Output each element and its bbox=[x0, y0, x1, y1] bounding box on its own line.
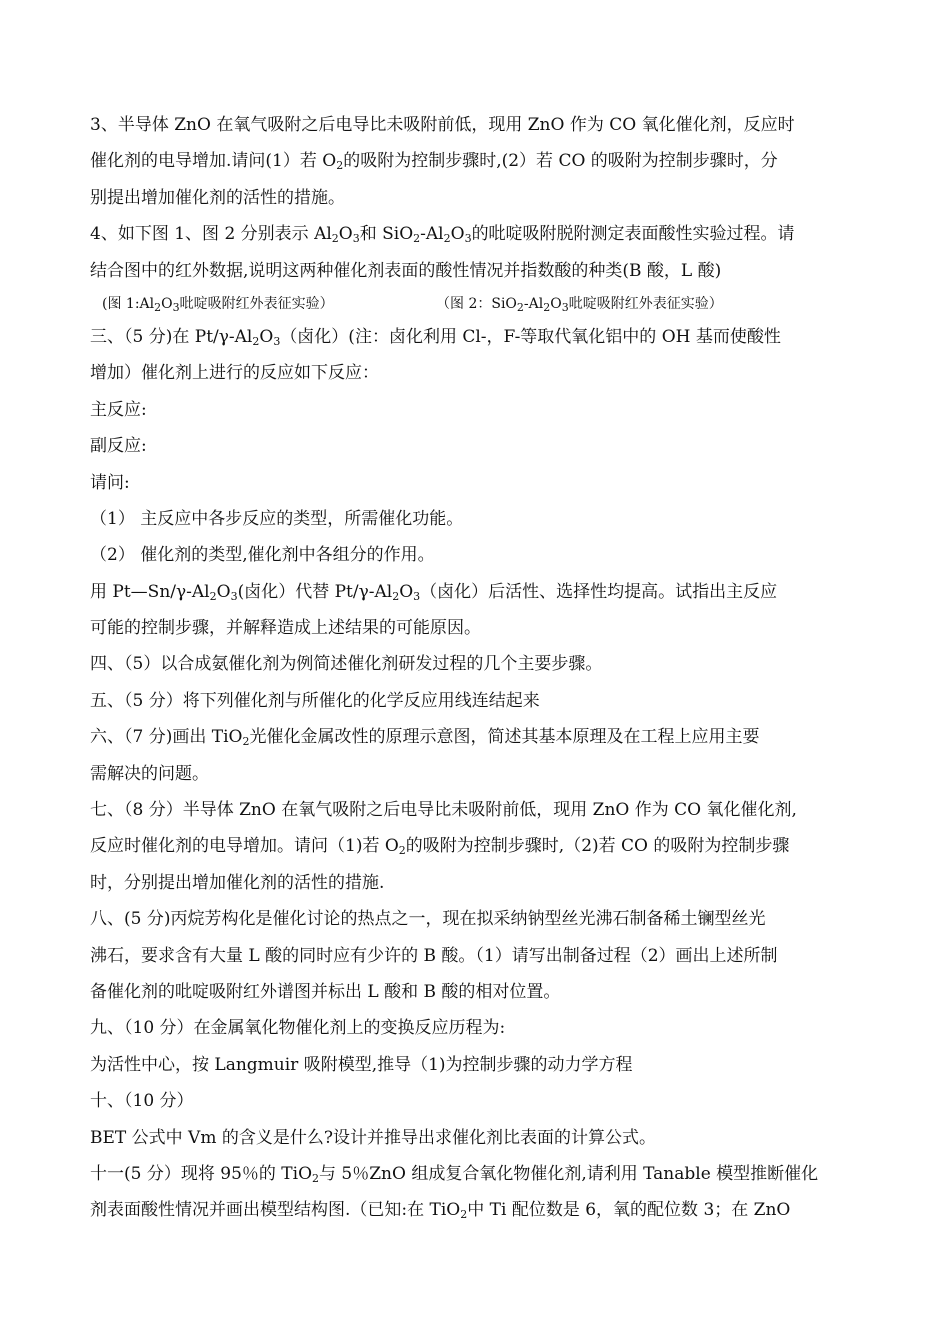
text-line: 用 $Pt—Sn/\gamma-Al_2O_3$(卤化）代替 $Pt/\gamma-Al_2O_3$（卤化）后活性、选择性均提高。试指出主反应 bbox=[90, 581, 778, 603]
text-line: 四、（5）以合成氨催化剂为例简述催化剂研发过程的几个主要步骤。 bbox=[90, 654, 603, 675]
figure-2-caption: （图 2：$SiO_2-Al_2O_3$吡啶吸附红外表征实验） bbox=[436, 295, 723, 314]
text-line: 为活性中心，按 Langmuir 吸附模型,推导（1)为控制步骤的动力学方程 bbox=[90, 1054, 633, 1075]
text-line: 催化剂的电导增加.请问(1）若 $O_2$的吸附为控制步骤时,(2）若 CO 的吸附为控制步骤时，分 bbox=[90, 151, 778, 173]
text-line: 反应时催化剂的电导增加。请问（1)若 $O_2$的吸附为控制步骤时,（2)若 CO 的吸附为控制步骤 bbox=[90, 836, 790, 858]
text-line: 时，分别提出增加催化剂的活性的措施. bbox=[90, 872, 385, 893]
text-line: 十、（10 分） bbox=[90, 1091, 194, 1112]
figure-1-caption: (图 $1:Al_2O_3$吡啶吸附红外表征实验） bbox=[102, 295, 334, 314]
text-line: 五、（5 分）将下列催化剂与所催化的化学反应用线连结起来 bbox=[90, 690, 540, 711]
text-line: 请问: bbox=[90, 472, 130, 493]
text-line: BET 公式中 Vm 的含义是什么?设计并推导出求催化剂比表面的计算公式。 bbox=[90, 1127, 656, 1148]
text-line: （2） 催化剂的类型,催化剂中各组分的作用。 bbox=[90, 545, 435, 566]
text-line: 六、（7 分)画出 TiO$_2$光催化金属改性的原理示意图，简述其基本原理及在工程上应用主要 bbox=[90, 727, 760, 749]
text-line: 增加）催化剂上进行的反应如下反应： bbox=[90, 363, 379, 384]
text-line: 三、（5 分)在 $Pt/\gamma-Al_2O_3$（卤化）(注：卤化利用 Cl-，F-等取代氧化铝中的 OH 基而使酸性 bbox=[90, 326, 781, 348]
text-line: 别提出增加催化剂的活性的措施。 bbox=[90, 187, 345, 208]
text-line: 3、半导体 ZnO 在氧气吸附之后电导比未吸附前低，现用 ZnO 作为 CO 氧化催化剂，反应时 bbox=[90, 115, 795, 135]
text-line: 可能的控制步骤，并解释造成上述结果的可能原因。 bbox=[90, 618, 481, 639]
document-body bbox=[90, 107, 865, 1229]
text-line: 九、（10 分）在金属氧化物催化剂上的变换反应历程为: bbox=[90, 1018, 506, 1039]
text-line: 需解决的问题。 bbox=[90, 763, 209, 784]
text-line: 备催化剂的吡啶吸附红外谱图并标出 L 酸和 B 酸的相对位置。 bbox=[90, 981, 561, 1002]
text-line: 沸石，要求含有大量 L 酸的同时应有少许的 B 酸。（1）请写出制备过程（2）画出上述所制 bbox=[90, 945, 778, 966]
text-line: （1） 主反应中各步反应的类型，所需催化功能。 bbox=[90, 508, 464, 529]
text-line: 七、（8 分）半导体 ZnO 在氧气吸附之后电导比未吸附前低，现用 ZnO 作为 CO 氧化催化剂, bbox=[90, 800, 797, 821]
text-line: 剂表面酸性情况并画出模型结构图.（已知:在 TiO$_2$中 Ti 配位数是 6，氧的配位数 3；在 ZnO bbox=[90, 1200, 791, 1222]
figure-captions bbox=[90, 289, 865, 319]
text-line: 4、如下图 1、图 2 分别表示 $Al_2O_3$和 $SiO_2-Al_2O_3$的吡啶吸附脱附测定表面酸性实验过程。请 bbox=[90, 224, 795, 246]
text-line: 十一(5 分）现将 95％的 TiO$_2$与 5％ZnO 组成复合氧化物催化剂,请利用 Tanable 模型推断催化 bbox=[90, 1163, 819, 1185]
text-line: 副反应: bbox=[90, 436, 147, 457]
text-line: 八、(5 分)丙烷芳构化是催化讨论的热点之一，现在拟采纳钠型丝光沸石制备稀土镧型丝光 bbox=[90, 909, 766, 930]
text-line: 主反应: bbox=[90, 399, 147, 420]
text-line: 结合图中的红外数据,说明这两种催化剂表面的酸性情况并指数酸的种类(B 酸，L 酸) bbox=[90, 260, 722, 281]
